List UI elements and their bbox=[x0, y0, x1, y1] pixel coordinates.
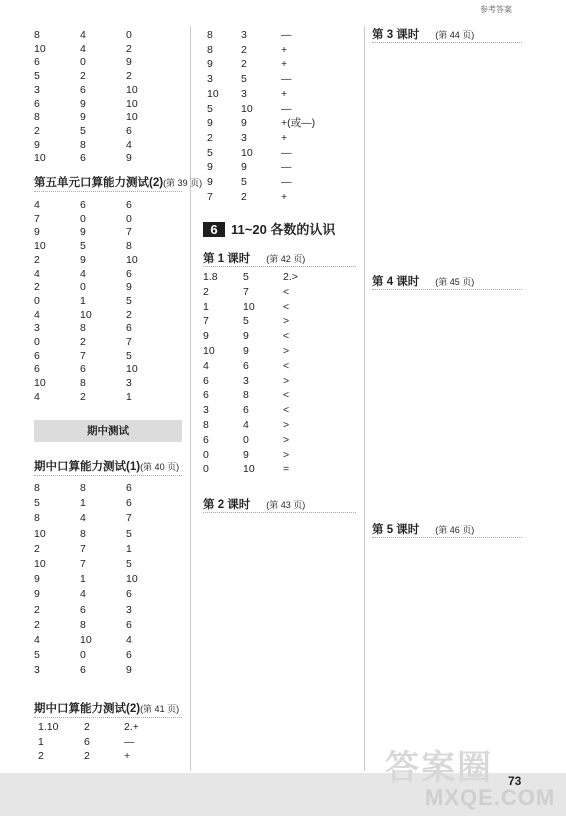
answer-cell: 3 bbox=[207, 73, 213, 86]
answer-cell: 6 bbox=[80, 152, 86, 165]
answer-cell: 9 bbox=[207, 117, 213, 130]
section-divider bbox=[34, 191, 182, 192]
answer-cell: 4 bbox=[80, 267, 86, 280]
answer-cell: 4 bbox=[203, 359, 209, 372]
answer-cell: 6 bbox=[126, 124, 132, 137]
answer-cell: 6 bbox=[34, 97, 40, 110]
answer-cell: 6 bbox=[80, 83, 86, 96]
section-divider bbox=[372, 537, 522, 538]
answer-cell: 10 bbox=[34, 527, 46, 540]
answer-cell: 8 bbox=[80, 482, 86, 494]
answer-cell: 5 bbox=[241, 176, 247, 188]
answer-cell: 7 bbox=[243, 285, 249, 298]
answer-cell: 6 bbox=[126, 618, 132, 631]
answer-cell: 4 bbox=[80, 588, 86, 601]
answer-cell: 0 bbox=[80, 649, 86, 662]
answer-cell: 2 bbox=[126, 308, 132, 321]
chapter-number: 6 bbox=[203, 222, 225, 237]
answer-cell: 2 bbox=[84, 721, 90, 733]
answer-cell: 2 bbox=[241, 190, 247, 203]
col1-test2-title bbox=[34, 174, 202, 190]
answer-cell: + bbox=[281, 58, 288, 71]
answer-cell: — bbox=[281, 176, 292, 188]
answer-cell: 6 bbox=[203, 389, 209, 402]
answer-cell: < bbox=[283, 404, 290, 417]
answer-cell: 7 bbox=[203, 315, 209, 328]
mid2-title-text: 期中口算能力测试(2) bbox=[34, 703, 141, 715]
answer-cell: 10 bbox=[80, 308, 92, 321]
answer-cell: 6 bbox=[126, 497, 132, 510]
col2-l1-title bbox=[203, 250, 305, 266]
answer-cell: 6 bbox=[80, 363, 86, 376]
answer-cell: 10 bbox=[126, 97, 138, 110]
answer-cell: 2 bbox=[241, 58, 247, 71]
answer-cell: 0 bbox=[34, 336, 40, 348]
answer-cell: 10 bbox=[126, 363, 138, 376]
answer-cell: 6 bbox=[126, 649, 132, 662]
answer-cell: > bbox=[283, 374, 290, 387]
answer-cell: 8 bbox=[80, 377, 86, 390]
answer-cell: 0 bbox=[126, 29, 132, 41]
column-divider-1 bbox=[190, 26, 191, 771]
answer-cell: 2 bbox=[126, 42, 132, 55]
answer-cell: < bbox=[283, 300, 290, 313]
answer-cell: 10 bbox=[241, 146, 253, 159]
answer-cell: > bbox=[283, 448, 290, 461]
answer-cell: 10 bbox=[207, 87, 219, 100]
answer-cell: 6 bbox=[126, 322, 132, 335]
answer-cell: 9 bbox=[243, 448, 249, 461]
answer-cell: 0 bbox=[126, 212, 132, 225]
answer-cell: 9 bbox=[34, 588, 40, 601]
answer-cell: 9 bbox=[241, 117, 247, 130]
answer-cell: 7 bbox=[34, 212, 40, 225]
answer-cell: 10 bbox=[203, 345, 215, 357]
answer-cell: 9 bbox=[126, 664, 132, 677]
mid1-title-text: 期中口算能力测试(1) bbox=[34, 461, 141, 473]
answer-cell: 3 bbox=[34, 322, 40, 335]
answer-cell: 4 bbox=[80, 29, 86, 41]
answer-cell: + bbox=[281, 87, 288, 100]
answer-cell: 4 bbox=[126, 138, 132, 151]
answer-cell: 0 bbox=[203, 463, 209, 476]
answer-cell: 2 bbox=[34, 124, 40, 137]
answer-cell: > bbox=[283, 315, 290, 328]
answer-cell: 7 bbox=[80, 558, 86, 570]
answer-cell: 10 bbox=[243, 300, 255, 313]
l5-page-ref: (第 46 页) bbox=[435, 525, 475, 535]
answer-cell: + bbox=[124, 750, 131, 762]
answer-cell: 9 bbox=[243, 345, 249, 357]
l3-page-ref: (第 44 页) bbox=[435, 30, 475, 40]
answer-cell: 8 bbox=[243, 389, 249, 402]
answer-cell: 4 bbox=[34, 199, 40, 211]
answer-cell: 0 bbox=[80, 212, 86, 225]
answer-cell: 10 bbox=[34, 240, 46, 253]
answer-cell: = bbox=[283, 463, 290, 476]
answer-cell: 6 bbox=[126, 588, 132, 601]
answer-cell: 0 bbox=[243, 433, 249, 446]
answer-cell: 10 bbox=[34, 152, 46, 165]
answer-cell: 5 bbox=[80, 240, 86, 253]
answer-cell: 8 bbox=[80, 322, 86, 335]
answer-cell: 9 bbox=[241, 161, 247, 174]
answer-cell: 5 bbox=[126, 527, 132, 540]
answer-cell: 8 bbox=[34, 512, 40, 525]
answer-cell: 8 bbox=[203, 419, 209, 431]
answer-cell: 9 bbox=[80, 226, 86, 239]
answer-cell: 4 bbox=[34, 267, 40, 280]
answer-cell: — bbox=[281, 146, 292, 159]
answer-cell: 5 bbox=[34, 70, 40, 83]
answer-cell: 6 bbox=[34, 363, 40, 376]
answer-cell: 4 bbox=[126, 634, 132, 646]
answer-cell: 2 bbox=[241, 43, 247, 56]
answer-cell: 2 bbox=[80, 390, 86, 403]
answer-cell: 2 bbox=[34, 618, 40, 631]
answer-cell: 8 bbox=[207, 43, 213, 56]
mid1-page-ref: (第 40 页) bbox=[140, 462, 180, 472]
answer-cell: 6 bbox=[34, 349, 40, 362]
answer-cell: 0 bbox=[80, 281, 86, 294]
answer-cell: 5 bbox=[126, 558, 132, 570]
answer-cell: +(或—) bbox=[281, 117, 316, 130]
answer-cell: > bbox=[283, 433, 290, 446]
mid2-page-ref: (第 41 页) bbox=[140, 704, 180, 714]
answer-cell: 0 bbox=[203, 448, 209, 461]
answer-cell: + bbox=[281, 190, 288, 203]
answer-cell: 5 bbox=[243, 271, 249, 283]
answer-cell: — bbox=[281, 161, 292, 174]
column-divider-2 bbox=[364, 26, 365, 771]
answer-cell: 7 bbox=[80, 349, 86, 362]
answer-cell: 9 bbox=[34, 138, 40, 151]
answer-cell: 4 bbox=[34, 308, 40, 321]
answer-cell: 1 bbox=[80, 294, 86, 307]
answer-cell: 1 bbox=[38, 735, 44, 748]
chapter-heading bbox=[203, 219, 335, 238]
answer-cell: 2 bbox=[207, 131, 213, 144]
answer-cell: 2 bbox=[80, 336, 86, 348]
answer-cell: 2 bbox=[34, 253, 40, 266]
col1-mid1-title bbox=[34, 458, 179, 474]
answer-cell: 3 bbox=[34, 83, 40, 96]
answer-cell: 2 bbox=[34, 603, 40, 616]
answer-cell: 9 bbox=[34, 573, 40, 586]
answer-cell: 9 bbox=[80, 253, 86, 266]
answer-cell: 4 bbox=[80, 42, 86, 55]
answer-cell: > bbox=[283, 345, 290, 357]
answer-cell: 2.+ bbox=[124, 721, 139, 733]
answer-cell: 5 bbox=[207, 146, 213, 159]
answer-cell: 9 bbox=[207, 176, 213, 188]
answer-cell: 3 bbox=[241, 87, 247, 100]
answer-cell: 9 bbox=[243, 330, 249, 343]
answer-cell: + bbox=[281, 131, 288, 144]
answer-cell: 2 bbox=[34, 542, 40, 555]
answer-cell: 7 bbox=[80, 542, 86, 555]
l1-title-text: 第 1 课时 bbox=[203, 253, 251, 265]
answer-cell: 6 bbox=[203, 374, 209, 387]
answer-cell: 8 bbox=[207, 29, 213, 41]
answer-cell: 10 bbox=[126, 83, 138, 96]
answer-cell: 6 bbox=[243, 404, 249, 417]
answer-cell: 3 bbox=[241, 131, 247, 144]
col3-l3-title bbox=[372, 26, 474, 42]
answer-cell: 5 bbox=[34, 649, 40, 662]
answer-cell: < bbox=[283, 285, 290, 298]
answer-cell: 10 bbox=[34, 42, 46, 55]
answer-cell: 6 bbox=[126, 199, 132, 211]
answer-cell: 5 bbox=[207, 102, 213, 115]
answer-cell: 8 bbox=[34, 29, 40, 41]
l1-page-ref: (第 42 页) bbox=[266, 254, 306, 264]
answer-cell: 1 bbox=[126, 542, 132, 555]
answer-cell: 4 bbox=[34, 390, 40, 403]
answer-cell: 8 bbox=[126, 240, 132, 253]
answer-cell: 7 bbox=[126, 336, 132, 348]
page-number: 73 bbox=[508, 774, 522, 788]
answer-cell: 1 bbox=[203, 300, 209, 313]
answer-cell: 9 bbox=[34, 226, 40, 239]
unit-banner-text: 期中测试 bbox=[87, 425, 129, 437]
answer-cell: 1.10 bbox=[38, 721, 59, 733]
section-divider bbox=[203, 266, 356, 267]
answer-cell: 10 bbox=[80, 634, 92, 646]
l4-page-ref: (第 45 页) bbox=[435, 277, 475, 287]
answer-cell: 10 bbox=[243, 463, 255, 476]
answer-cell: 5 bbox=[80, 124, 86, 137]
answer-cell: 10 bbox=[34, 377, 46, 390]
answer-cell: 5 bbox=[241, 73, 247, 86]
l2-page-ref: (第 43 页) bbox=[266, 500, 306, 510]
answer-cell: 3 bbox=[126, 377, 132, 390]
section-divider bbox=[203, 512, 356, 513]
l4-title-text: 第 4 课时 bbox=[372, 276, 420, 288]
answer-cell: 8 bbox=[80, 618, 86, 631]
answer-cell: — bbox=[281, 102, 292, 115]
col2-l2-title bbox=[203, 496, 305, 512]
answer-cell: 8 bbox=[34, 111, 40, 124]
col3-l4-title bbox=[372, 273, 474, 289]
answer-cell: 2 bbox=[34, 281, 40, 294]
answer-cell: 5 bbox=[243, 315, 249, 328]
answer-cell: 9 bbox=[126, 281, 132, 294]
answer-cell: — bbox=[281, 73, 292, 86]
answer-cell: 2 bbox=[126, 70, 132, 83]
answer-cell: 6 bbox=[80, 603, 86, 616]
answer-cell: 1.8 bbox=[203, 271, 218, 283]
answer-cell: 6 bbox=[126, 482, 132, 494]
answer-cell: > bbox=[283, 419, 290, 431]
answer-cell: 4 bbox=[243, 419, 249, 431]
answer-cell: 2 bbox=[84, 750, 90, 762]
answer-cell: 6 bbox=[126, 267, 132, 280]
answer-cell: 1 bbox=[80, 573, 86, 586]
answer-cell: 1 bbox=[80, 497, 86, 510]
watermark-site: MXQE.COM bbox=[425, 785, 556, 810]
section-divider bbox=[34, 475, 182, 476]
answer-cell: 9 bbox=[203, 330, 209, 343]
answer-cell: 0 bbox=[34, 294, 40, 307]
answer-cell: 3 bbox=[241, 29, 247, 41]
answer-cell: 2 bbox=[203, 285, 209, 298]
answer-reference-label: 参考答案 bbox=[480, 5, 512, 14]
answer-cell: 10 bbox=[34, 558, 46, 570]
answer-cell: 5 bbox=[126, 349, 132, 362]
answer-cell: 8 bbox=[80, 138, 86, 151]
answer-cell: 2 bbox=[80, 70, 86, 83]
col1-mid2-title bbox=[34, 700, 179, 716]
answer-cell: 6 bbox=[80, 199, 86, 211]
answer-cell: 5 bbox=[34, 497, 40, 510]
answer-cell: 3 bbox=[243, 374, 249, 387]
answer-cell: 7 bbox=[126, 226, 132, 239]
answer-cell: < bbox=[283, 359, 290, 372]
answer-cell: 2.> bbox=[283, 271, 298, 283]
answer-cell: 9 bbox=[80, 97, 86, 110]
answer-cell: 8 bbox=[80, 527, 86, 540]
chapter-title: 11~20 各数的认识 bbox=[231, 222, 336, 237]
answer-cell: 9 bbox=[80, 111, 86, 124]
answer-cell: < bbox=[283, 330, 290, 343]
watermark-logo: 答案圈 bbox=[385, 749, 493, 787]
answer-cell: 7 bbox=[126, 512, 132, 525]
answer-cell: 6 bbox=[84, 735, 90, 748]
answer-cell: 5 bbox=[126, 294, 132, 307]
answer-cell: 0 bbox=[80, 56, 86, 69]
section-divider bbox=[34, 717, 182, 718]
answer-cell: 10 bbox=[126, 573, 138, 586]
answer-cell: 6 bbox=[80, 664, 86, 677]
answer-cell: 4 bbox=[34, 634, 40, 646]
answer-cell: 8 bbox=[34, 482, 40, 494]
answer-cell: 9 bbox=[207, 161, 213, 174]
answer-cell: 4 bbox=[80, 512, 86, 525]
l2-title-text: 第 2 课时 bbox=[203, 499, 251, 511]
l5-title-text: 第 5 课时 bbox=[372, 524, 420, 536]
answer-cell: 6 bbox=[203, 433, 209, 446]
test2-page-ref: (第 39 页) bbox=[163, 178, 203, 188]
answer-cell: 3 bbox=[34, 664, 40, 677]
answer-cell: 9 bbox=[207, 58, 213, 71]
answer-cell: 10 bbox=[241, 102, 253, 115]
answer-cell: 10 bbox=[126, 111, 138, 124]
answer-cell: 6 bbox=[34, 56, 40, 69]
answer-cell: 10 bbox=[126, 253, 138, 266]
l3-title-text: 第 3 课时 bbox=[372, 29, 420, 41]
answer-cell: 9 bbox=[126, 56, 132, 69]
answer-cell: 1 bbox=[126, 390, 132, 403]
col3-l5-title bbox=[372, 521, 474, 537]
answer-cell: — bbox=[124, 735, 135, 748]
section-divider bbox=[372, 289, 522, 290]
answer-cell: 9 bbox=[126, 152, 132, 165]
answer-cell: — bbox=[281, 29, 292, 41]
answer-cell: 3 bbox=[203, 404, 209, 417]
answer-cell: 3 bbox=[126, 603, 132, 616]
answer-cell: + bbox=[281, 43, 288, 56]
answer-cell: 2 bbox=[38, 750, 44, 762]
answer-cell: < bbox=[283, 389, 290, 402]
section-divider bbox=[372, 42, 522, 43]
answer-cell: 7 bbox=[207, 190, 213, 203]
unit-banner-midterm bbox=[34, 420, 182, 442]
answer-cell: 6 bbox=[243, 359, 249, 372]
test2-title-text: 第五单元口算能力测试(2) bbox=[34, 177, 164, 189]
